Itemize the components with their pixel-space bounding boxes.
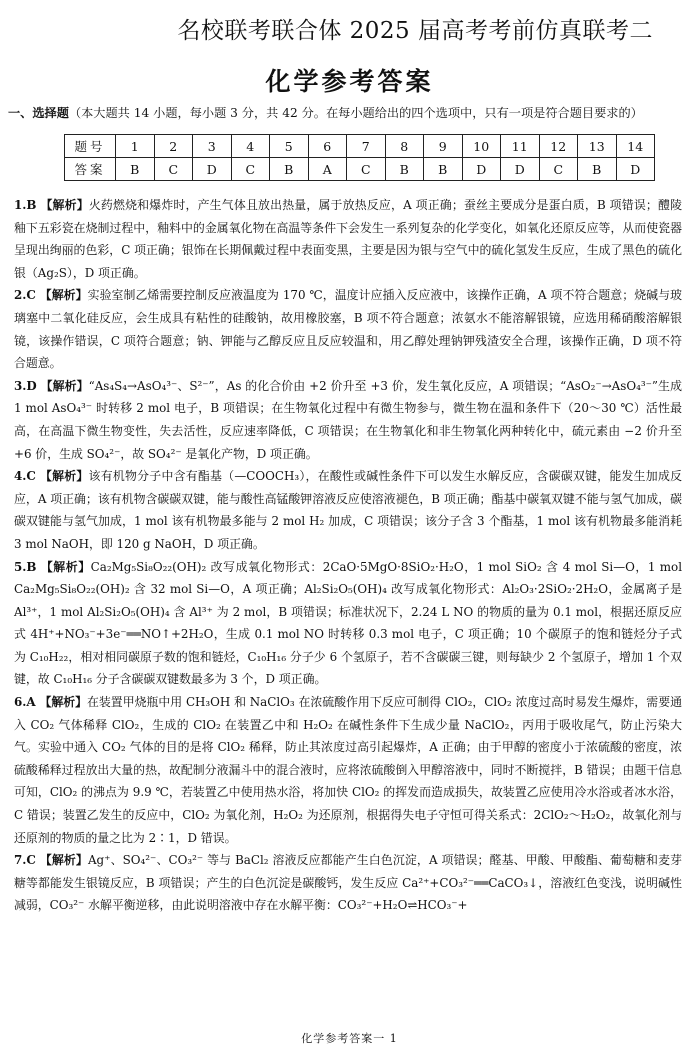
document-title: 化学参考答案: [265, 67, 434, 96]
answer-cell: B: [270, 158, 309, 181]
explanation-number: 7.C: [14, 853, 36, 868]
answer-cell: B: [424, 158, 463, 181]
explanation-3: [14, 375, 682, 465]
question-number: 11: [501, 135, 540, 158]
answer-cell: B: [116, 158, 155, 181]
question-number: 13: [578, 135, 617, 158]
answer-cell: C: [347, 158, 386, 181]
explanation-text: “As₄S₄→AsO₄³⁻、S²⁻”，As 的化合价由 +2 价升至 +3 价，发生氧化反应，A 项错误；“AsO₂⁻→AsO₄³⁻”生成 1 mol AsO₄³⁻ 时转移 2 mol 电子，B 项错误；在生物氧化过程中有微生物参与，微生物在温和条件下（20～30 ℃）活性最高，在高温下微生物变性，失去活性，反应速率降低，C 项错误；在生物氧化和非生物氧化两种转化中，硫元素由 −2 价升至 +6 价，生成 SO₄²⁻，故 SO₄²⁻ 是氧化产物，D 项正确。: [14, 378, 682, 461]
question-number: 7: [347, 135, 386, 158]
number-row-label: 题号: [65, 135, 116, 158]
answer-cell: B: [385, 158, 424, 181]
answer-cell: D: [193, 158, 232, 181]
page-footer: 化学参考答案一 1: [301, 1032, 398, 1045]
explanation-number: 4.C: [14, 469, 36, 484]
answer-table-answer-row: [65, 158, 655, 181]
answer-cell: D: [462, 158, 501, 181]
question-number: 14: [616, 135, 655, 158]
question-number: 4: [231, 135, 270, 158]
explanation-text: Ca₂Mg₅Si₈O₂₂(OH)₂ 改写成氧化物形式：2CaO·5MgO·8SiO₂·H₂O，1 mol SiO₂ 含 4 mol Si—O，1 mol Ca₂Mg₅Si₈O₂₂(OH)₂ 含 32 mol Si—O，A 项正确；Al₂Si₂O₅(OH)₄ 改写成氧化物形式：Al₂O₃·2SiO₂·2H₂O，金属离子是 Al³⁺，1 mol Al₂Si₂O₅(OH)₄ 含 Al³⁺ 为 2 mol，B 项错误；标准状况下，2.24 L NO 的物质的量为 0.1 mol，根据还原反应式 4H⁺+NO₃⁻+3e⁻══NO↑+2H₂O，生成 0.1 mol NO 时转移 0.3 mol 电子，C 项正确；10 个碳原子的饱和链烃分子式为 C₁₀H₂₂，相对相同碳原子数的饱和链烃，C₁₀H₁₆ 分子少 6 个氢原子，若不含碳碳三键，则每缺少 2 个氢原子，增加 1 个双键，故 C₁₀H₁₆ 分子含碳碳双键数最多为 3 个，D 项正确。: [14, 559, 682, 687]
explanation-5: [14, 556, 682, 692]
explanation-text: 实验室制乙烯需要控制反应液温度为 170 ℃，温度计应插入反应液中，该操作正确，A 项不符合题意；烧碱与玻璃塞中二氧化硅反应，会生成具有粘性的硅酸钠，故用橡胶塞，B 项不符合题意；浓氨水不能溶解银镜，应选用稀硝酸溶解银镜，该操作错误，C 项符合题意；钠、钾能与乙醇反应且反应较温和，用乙醇处理钠钾残渣安全合理，该操作正确，D 项不符合题意。: [14, 288, 682, 371]
question-number: 3: [193, 135, 232, 158]
question-number: 2: [154, 135, 193, 158]
explanation-tag: 【解析】: [40, 378, 89, 393]
section-label: 一、选择题: [8, 106, 69, 120]
question-number: 1: [116, 135, 155, 158]
question-number: 10: [462, 135, 501, 158]
answer-row-label: 答案: [65, 158, 116, 181]
answer-cell: C: [539, 158, 578, 181]
explanation-number: 2.C: [14, 288, 36, 303]
explanation-tag: 【解析】: [40, 559, 91, 574]
answer-cell: C: [154, 158, 193, 181]
explanation-4: [14, 465, 682, 555]
explanation-text: 在装置甲烧瓶中用 CH₃OH 和 NaClO₃ 在浓硫酸作用下反应可制得 ClO₂，ClO₂ 浓度过高时易发生爆炸，需要通入 CO₂ 气体稀释 ClO₂，生成的 ClO₂ 在装置乙中和 H₂O₂ 在碱性条件下生成少量 NaClO₂，丙用于吸收尾气，防止污染大气。实验中通入 CO₂ 气体的目的是将 ClO₂ 稀释，防止其浓度过高引起爆炸，A 正确；由于甲醇的密度小于浓硫酸的密度，浓硫酸稀释过程放出大量的热，故配制分液漏斗中的混合液时，应将浓硫酸倒入甲醇溶液中，同时不断搅拌，B 错误；由题干信息可知，ClO₂ 的沸点为 9.9 ℃，若装置乙中使用热水浴，将加快 ClO₂ 的挥发而造成损失，故装置乙应使用冷水浴或者冰水浴，C 错误；装置乙发生的反应中，ClO₂ 为氧化剂，H₂O₂ 为还原剂，根据得失电子守恒可得关系式：2ClO₂～H₂O₂，故氧化剂与还原剂的物质的量之比为 2∶1，D 错误。: [14, 695, 682, 845]
explanation-number: 5.B: [14, 559, 37, 574]
explanation-6: [14, 691, 682, 849]
section-note: （本大题共 14 小题，每小题 3 分，共 42 分。在每小题给出的四个选项中，只有一项是符合题目要求的）: [68, 106, 643, 120]
explanation-number: 3.D: [14, 378, 37, 393]
explanation-7: [14, 849, 682, 917]
question-number: 8: [385, 135, 424, 158]
answer-cell: D: [501, 158, 540, 181]
question-number: 5: [270, 135, 309, 158]
answer-cell: A: [308, 158, 347, 181]
explanation-2: [14, 284, 682, 374]
explanation-number: 6.A: [14, 695, 36, 710]
exam-header: 名校联考联合体 2025 届高考考前仿真联考二: [177, 18, 653, 44]
explanation-tag: 【解析】: [39, 288, 88, 303]
explanation-number: 1.B: [14, 198, 37, 212]
question-number: 9: [424, 135, 463, 158]
answer-cell: D: [616, 158, 655, 181]
explanation-text: 该有机物分子中含有酯基（—COOCH₃），在酸性或碱性条件下可以发生水解反应，含碳碳双键，能发生加成反应，A 项正确；该有机物含碳碳双键，能与酸性高锰酸钾溶液反应使溶液褪色，B 项正确；酯基中碳氧双键不能与氢气加成，碳碳双键能与氢气加成，1 mol 该有机物最多能与 2 mol H₂ 加成，C 项错误；该分子含 3 个酯基，1 mol 该有机物最多能消耗 3 mol NaOH，即 120 g NaOH，D 项正确。: [14, 469, 682, 551]
answer-table: [64, 134, 655, 181]
explanation-text: Ag⁺、SO₄²⁻、CO₃²⁻ 等与 BaCl₂ 溶液反应都能产生白色沉淀，A 项错误；醛基、甲酸、甲酸酯、葡萄糖和麦芽糖等都能发生银镜反应，B 项错误；产生的白色沉淀是碳酸钙，发生反应 Ca²⁺+CO₃²⁻══CaCO₃↓，溶液红色变浅，说明碱性减弱，CO₃²⁻ 水解平衡逆移，由此说明溶液中存在水解平衡：CO₃²⁻+H₂O⇌HCO₃⁻+: [14, 853, 682, 913]
explanation-tag: 【解析】: [40, 198, 89, 212]
section-heading: [8, 104, 688, 121]
answer-table-number-row: [65, 135, 655, 158]
explanation-1: [14, 194, 682, 284]
answer-cell: C: [231, 158, 270, 181]
explanation-text: 火药燃烧和爆炸时，产生气体且放出热量，属于放热反应，A 项正确；蚕丝主要成分是蛋白质，B 项错误；醴陵釉下五彩瓷在烧制过程中，釉料中的金属氧化物在高温等条件下会发生一系列复杂的化学变化，如氧化还原反应等，从而使瓷器呈现出绚丽的色彩，C 项正确；银饰在长期佩戴过程中表面变黑，主要是因为银与空气中的硫化氢发生反应，生成了黑色的硫化银（Ag₂S），D 项正确。: [14, 198, 682, 280]
explanations: [14, 194, 682, 917]
explanation-tag: 【解析】: [39, 853, 88, 868]
question-number: 6: [308, 135, 347, 158]
explanation-tag: 【解析】: [39, 695, 88, 710]
explanation-tag: 【解析】: [39, 469, 89, 484]
question-number: 12: [539, 135, 578, 158]
answer-cell: B: [578, 158, 617, 181]
